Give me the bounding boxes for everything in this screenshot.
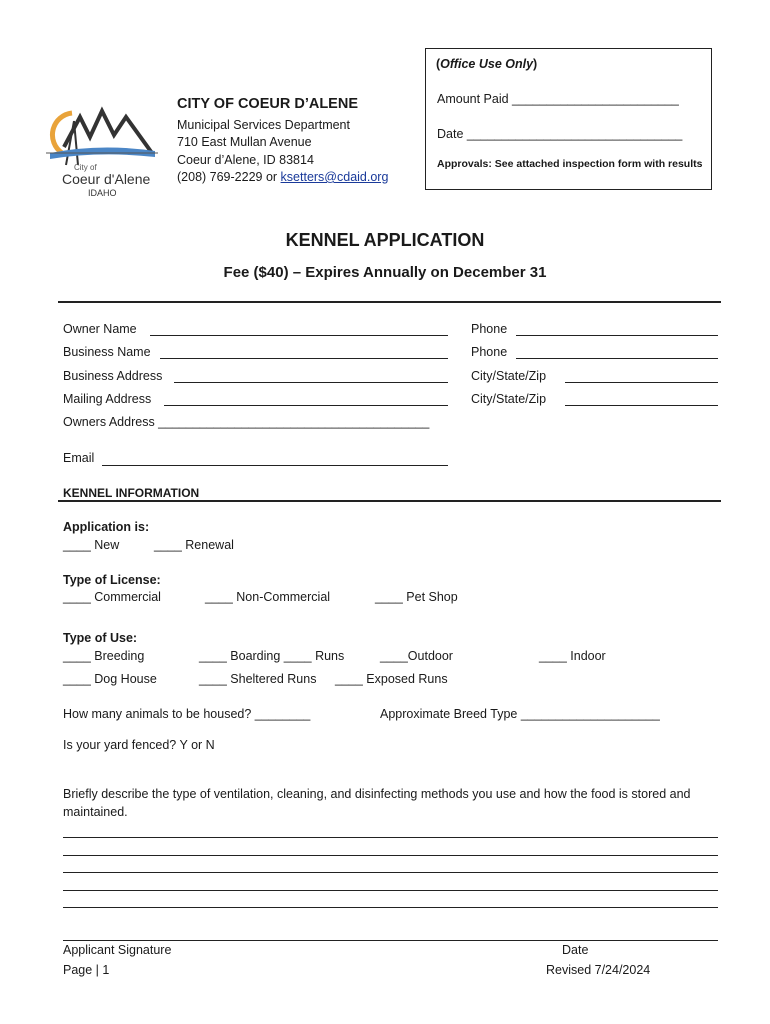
owners-address-field[interactable]: Owners Address _______________________________________ <box>63 415 430 429</box>
description-line-5[interactable] <box>63 907 718 908</box>
business-address-label: Business Address <box>63 369 163 383</box>
business-name-field[interactable] <box>160 358 448 359</box>
fee-line: Fee ($40) – Expires Annually on December 31 <box>223 264 547 281</box>
form-title: KENNEL APPLICATION <box>285 230 485 250</box>
logo-city-of: City of <box>74 163 97 172</box>
option-renewal[interactable]: ____ Renewal <box>154 538 234 552</box>
city-state-zip-field-1[interactable] <box>565 382 718 383</box>
animals-count-field[interactable]: How many animals to be housed? ________ <box>63 707 311 721</box>
use-type-label: Type of Use: <box>63 631 138 645</box>
address-line-1: 710 East Mullan Avenue <box>177 135 312 149</box>
city-state-zip-label-1: City/State/Zip <box>471 369 547 383</box>
option-non-commercial[interactable]: ____ Non-Commercial <box>205 590 331 604</box>
option-exposed-runs[interactable]: ____ Exposed Runs <box>335 672 448 686</box>
phone-label-2: Phone <box>471 345 508 359</box>
application-is-label: Application is: <box>63 520 150 534</box>
section-divider <box>58 301 721 303</box>
contact-line <box>177 170 388 184</box>
phone-field-1[interactable] <box>516 335 718 336</box>
option-boarding-runs[interactable]: ____ Boarding ____ Runs <box>199 649 345 663</box>
logo-name: Coeur d'Alene <box>62 171 151 187</box>
revised-date: Revised 7/24/2024 <box>546 963 651 977</box>
mailing-address-field[interactable] <box>164 405 448 406</box>
page-number: Page | 1 <box>63 963 110 977</box>
option-new[interactable]: ____ New <box>63 538 120 552</box>
option-outdoor[interactable]: ____Outdoor <box>380 649 453 663</box>
option-dog-house[interactable]: ____ Dog House <box>63 672 157 686</box>
email-field[interactable] <box>102 465 448 466</box>
description-line-2[interactable] <box>63 855 718 856</box>
office-use-title: (Office Use Only) <box>436 57 538 71</box>
department: Municipal Services Department <box>177 118 350 132</box>
option-sheltered-runs[interactable]: ____ Sheltered Runs <box>199 672 317 686</box>
phone-field-2[interactable] <box>516 358 718 359</box>
phone-label-1: Phone <box>471 322 508 336</box>
city-state-zip-field-2[interactable] <box>565 405 718 406</box>
office-use-title-text: Office Use Only <box>440 57 534 71</box>
describe-prompt-line-2: maintained. <box>63 805 128 819</box>
option-commercial[interactable]: ____ Commercial <box>63 590 161 604</box>
office-date-field: Date _______________________________ <box>437 127 683 141</box>
business-name-label: Business Name <box>63 345 151 359</box>
logo-state: IDAHO <box>88 188 117 198</box>
owner-name-label: Owner Name <box>63 322 137 336</box>
business-address-field[interactable] <box>174 382 448 383</box>
address-line-2: Coeur d’Alene, ID 83814 <box>177 153 314 167</box>
city-state-zip-label-2: City/State/Zip <box>471 392 547 406</box>
email-label: Email <box>63 451 95 465</box>
owner-name-field[interactable] <box>150 335 448 336</box>
approvals-note: Approvals: See attached inspection form with results <box>437 158 703 170</box>
description-line-4[interactable] <box>63 890 718 891</box>
license-type-label: Type of License: <box>63 573 161 587</box>
kennel-section-divider <box>58 500 721 502</box>
applicant-signature-label: Applicant Signature <box>63 943 172 957</box>
description-line-1[interactable] <box>63 837 718 838</box>
breed-type-field[interactable]: Approximate Breed Type ____________________ <box>380 707 660 721</box>
description-line-3[interactable] <box>63 872 718 873</box>
option-breeding[interactable]: ____ Breeding <box>63 649 145 663</box>
option-pet-shop[interactable]: ____ Pet Shop <box>375 590 458 604</box>
org-name: CITY OF COEUR D’ALENE <box>177 96 358 112</box>
signature-date-label: Date <box>562 943 589 957</box>
contact-phone: (208) 769-2229 or <box>177 170 281 184</box>
amount-paid-field: Amount Paid ________________________ <box>437 92 679 106</box>
yard-fenced-question[interactable]: Is your yard fenced? Y or N <box>63 738 215 752</box>
city-logo <box>40 95 165 203</box>
option-indoor[interactable]: ____ Indoor <box>539 649 606 663</box>
contact-email-link[interactable]: ksetters@cdaid.org <box>280 170 389 184</box>
kennel-info-heading: KENNEL INFORMATION <box>63 486 200 500</box>
signature-line[interactable] <box>63 940 718 941</box>
mailing-address-label: Mailing Address <box>63 392 152 406</box>
describe-prompt-line-1: Briefly describe the type of ventilation, cleaning, and disinfecting methods you use and how the food is stored and <box>63 787 691 801</box>
